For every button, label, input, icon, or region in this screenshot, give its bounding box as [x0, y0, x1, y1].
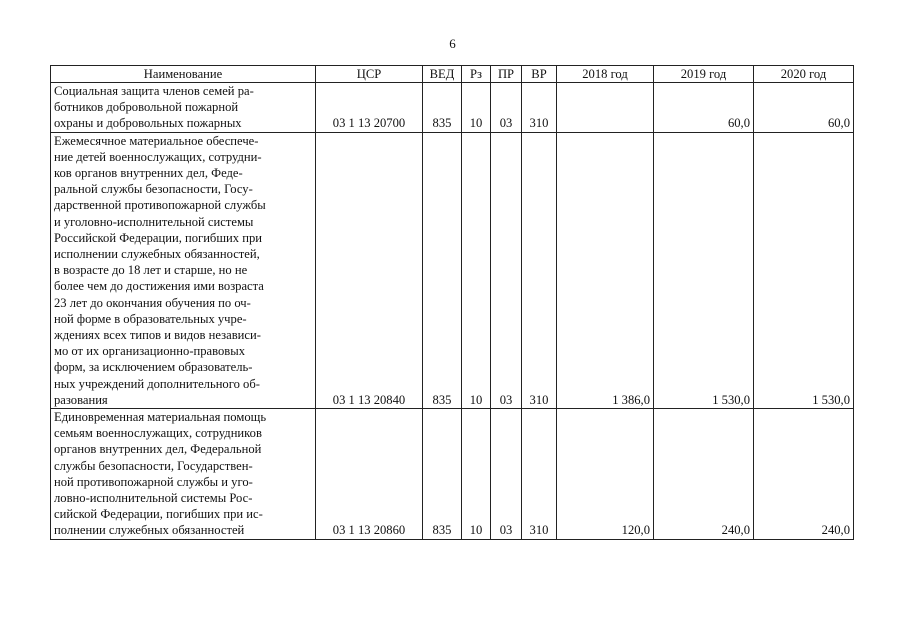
name-line: службы безопасности, Государствен- [54, 458, 253, 473]
name-line: разования [54, 392, 108, 407]
header-vr: ВР [522, 66, 557, 83]
table-row [51, 409, 854, 540]
name-line: Ежемесячное материальное обеспече- [54, 133, 259, 148]
header-row [51, 66, 854, 83]
name-line: Единовременная материальная помощь [54, 410, 267, 425]
header-2020: 2020 год [754, 66, 854, 83]
cell-ved: 835 [423, 409, 462, 540]
name-line: ной форме в образовательных учре- [54, 311, 247, 326]
cell-y2019: 1 530,0 [654, 132, 754, 408]
cell-pr: 03 [491, 132, 522, 408]
header-rz: Рз [462, 66, 491, 83]
cell-y2018 [557, 83, 654, 133]
name-line: ждениях всех типов и видов независи- [54, 328, 261, 343]
cell-y2020: 240,0 [754, 409, 854, 540]
header-2019: 2019 год [654, 66, 754, 83]
name-line: ловно-исполнительной системы Рос- [54, 491, 253, 506]
header-csr: ЦСР [316, 66, 423, 83]
name-line: и уголовно-исполнительной системы [54, 214, 254, 229]
cell-vr: 310 [522, 83, 557, 133]
header-ved: ВЕД [423, 66, 462, 83]
name-line: семьям военнослужащих, сотрудников [54, 426, 262, 441]
name-line: в возрасте до 18 лет и старше, но не [54, 263, 248, 278]
cell-csr: 03 1 13 20840 [316, 132, 423, 408]
name-line: ных учреждений дополнительного об- [54, 376, 260, 391]
cell-vr: 310 [522, 409, 557, 540]
name-line: ние детей военнослужащих, сотрудни- [54, 149, 262, 164]
cell-pr: 03 [491, 83, 522, 133]
cell-y2020: 60,0 [754, 83, 854, 133]
cell-pr: 03 [491, 409, 522, 540]
name-line: сийской Федерации, погибших при ис- [54, 507, 263, 522]
cell-y2019: 60,0 [654, 83, 754, 133]
cell-name [51, 83, 316, 133]
name-line: ной противопожарной службы и уго- [54, 474, 253, 489]
name-line: полнении служебных обязанностей [54, 523, 245, 538]
name-line: ков органов внутренних дел, Феде- [54, 166, 243, 181]
name-line: Социальная защита членов семей ра- [54, 84, 254, 98]
name-line: дарственной противопожарной службы [54, 198, 266, 213]
name-line: 23 лет до окончания обучения по оч- [54, 295, 251, 310]
cell-y2018: 1 386,0 [557, 132, 654, 408]
name-line: ботников добровольной пожарной [54, 100, 239, 115]
cell-rz: 10 [462, 409, 491, 540]
header-2018: 2018 год [557, 66, 654, 83]
cell-csr: 03 1 13 20860 [316, 409, 423, 540]
cell-rz: 10 [462, 83, 491, 133]
cell-ved: 835 [423, 83, 462, 133]
cell-y2019: 240,0 [654, 409, 754, 540]
cell-csr: 03 1 13 20700 [316, 83, 423, 133]
cell-vr: 310 [522, 132, 557, 408]
cell-name [51, 409, 316, 540]
name-line: ральной службы безопасности, Госу- [54, 182, 253, 197]
name-line: органов внутренних дел, Федеральной [54, 442, 262, 457]
page-number: 6 [449, 36, 456, 51]
cell-name [51, 132, 316, 408]
name-line: Российской Федерации, погибших при [54, 230, 262, 245]
cell-y2018: 120,0 [557, 409, 654, 540]
name-line: исполнении служебных обязанностей, [54, 247, 260, 262]
header-name: Наименование [51, 66, 316, 83]
table-row [51, 132, 854, 408]
name-line: мо от их организационно-правовых [54, 344, 246, 359]
budget-table [50, 65, 854, 540]
name-line: охраны и добровольных пожарных [54, 116, 242, 131]
table-body [51, 83, 854, 540]
cell-y2020: 1 530,0 [754, 132, 854, 408]
header-pr: ПР [491, 66, 522, 83]
cell-rz: 10 [462, 132, 491, 408]
name-line: форм, за исключением образователь- [54, 360, 253, 375]
table-row [51, 83, 854, 133]
cell-ved: 835 [423, 132, 462, 408]
name-line: более чем до достижения ими возраста [54, 279, 264, 294]
